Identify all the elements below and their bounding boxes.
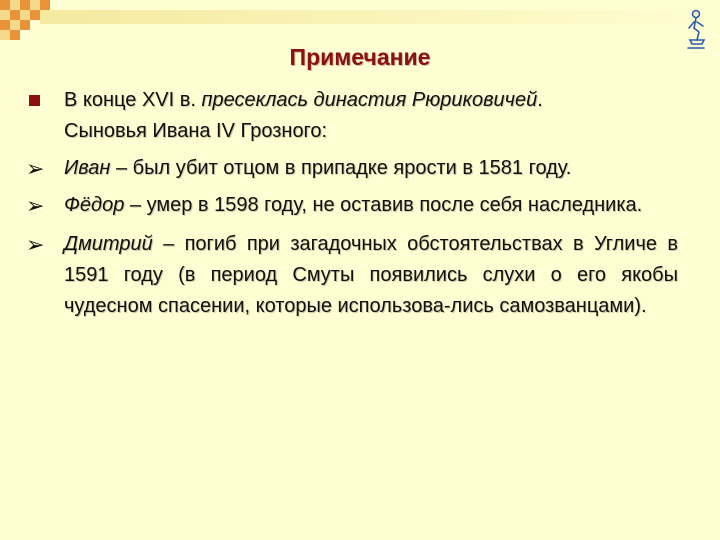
item-emphasis: Иван: [64, 157, 111, 179]
header-decoration: [0, 0, 720, 40]
item-text: .: [537, 89, 543, 111]
list-item: [26, 153, 678, 184]
item-text: – умер в 1598 году, не оставив после себя наследника.: [124, 194, 643, 216]
item-emphasis: Дмитрий: [64, 233, 153, 255]
item-text: – был убит отцом в припадке ярости в 1581 году.: [110, 157, 572, 179]
arrow-bullet-icon: ➢: [26, 232, 45, 257]
item-emphasis: Фёдор: [64, 194, 125, 216]
list-item: [26, 116, 678, 147]
notes-list: [26, 85, 678, 322]
arrow-bullet-icon: ➢: [26, 193, 45, 218]
page-title: Примечание: [289, 44, 431, 70]
item-text: Сыновья Ивана IV Грозного:: [64, 120, 328, 142]
list-item: [26, 85, 678, 116]
list-item: [26, 229, 678, 322]
list-item: [26, 190, 678, 221]
svg-text:· · ·: · · ·: [692, 50, 700, 55]
item-text: – погиб при загадочных обстоятельствах в Угличе в 1591 году (в период Смуты появились слухи о его якобы чудесном спасении, которые использова-лись самозванцами).: [64, 233, 678, 317]
square-bullet-icon: [26, 85, 46, 116]
item-emphasis: пресеклась династия Рюриковичей: [201, 89, 538, 111]
arrow-bullet-icon: ➢: [26, 156, 45, 181]
item-text: В конце XVI в.: [64, 89, 202, 111]
